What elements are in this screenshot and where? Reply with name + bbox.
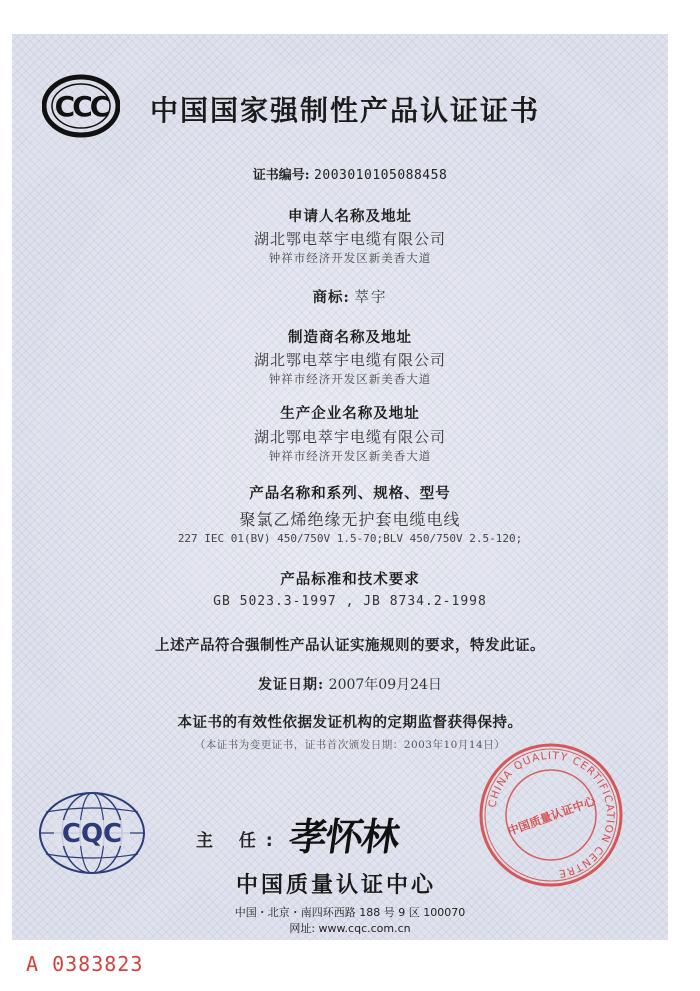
issuing-center-website: 网址: www.cqc.com.cn [289, 922, 411, 935]
ccc-logo-icon [42, 74, 120, 138]
issue-date-label: 发证日期: [258, 677, 325, 693]
product-label: 产品名称和系列、规格、型号 [249, 485, 451, 502]
manufacturer-name: 湖北鄂电萃宇电缆有限公司 [253, 351, 446, 369]
cqc-logo-text: CQC [61, 819, 123, 849]
issue-date-line [0, 674, 700, 694]
validity-statement: 本证书的有效性依据发证机构的定期监督获得保持。 [177, 714, 523, 731]
trademark-value: 萃宇 [354, 290, 388, 306]
issuing-center-address: 中国・北京・南四环西路 188 号 9 区 100070 [234, 906, 466, 919]
trademark-line [0, 286, 700, 307]
factory-label: 生产企业名称及地址 [280, 405, 420, 422]
cqc-globe-logo-icon [36, 790, 148, 876]
manufacturer-address: 钟祥市经济开发区新美香大道 [268, 372, 432, 386]
change-note: （本证书为变更证书，证书首次颁发日期：2003年10月14日） [194, 739, 506, 751]
certificate-number-label: 证书编号: [252, 168, 310, 183]
ccc-logo-text: CCC [54, 90, 108, 123]
certificate-number-line [0, 164, 700, 183]
director-label: 主 任: [196, 831, 283, 851]
product-spec: 227 IEC 01(BV) 450/750V 1.5-70;BLV 450/750V 2.5-120; [177, 532, 523, 545]
certificate-number: 2003010105088458 [314, 168, 448, 183]
product-name: 聚氯乙烯绝缘无护套电缆电线 [239, 510, 461, 529]
manufacturer-label: 制造商名称及地址 [288, 329, 412, 346]
factory-address: 钟祥市经济开发区新美香大道 [268, 449, 432, 463]
issue-date: 2007年09月24日 [328, 677, 442, 693]
standards-value: GB 5023.3-1997 , JB 8734.2-1998 [213, 594, 487, 609]
applicant-label: 申请人名称及地址 [288, 208, 412, 225]
certificate-title: 中国国家强制性产品认证证书 [150, 94, 541, 127]
seal-ring-text: CHINA QUALITY CERTIFICATION CENTRE [486, 749, 617, 880]
seal-center-text: 中国质量认证中心 [505, 793, 597, 839]
director-signature: 孝怀林 [286, 814, 401, 859]
conformity-statement: 上述产品符合强制性产品认证实施规则的要求，特发此证。 [155, 637, 545, 654]
trademark-label: 商标: [312, 289, 350, 306]
applicant-address: 钟祥市经济开发区新美香大道 [268, 251, 432, 265]
serial-number: A 0383823 [26, 952, 144, 976]
standards-label: 产品标准和技术要求 [280, 571, 420, 588]
official-seal-icon [478, 742, 624, 888]
applicant-name: 湖北鄂电萃宇电缆有限公司 [253, 230, 446, 248]
factory-name: 湖北鄂电萃宇电缆有限公司 [253, 428, 446, 446]
issuing-center-name: 中国质量认证中心 [236, 873, 437, 898]
